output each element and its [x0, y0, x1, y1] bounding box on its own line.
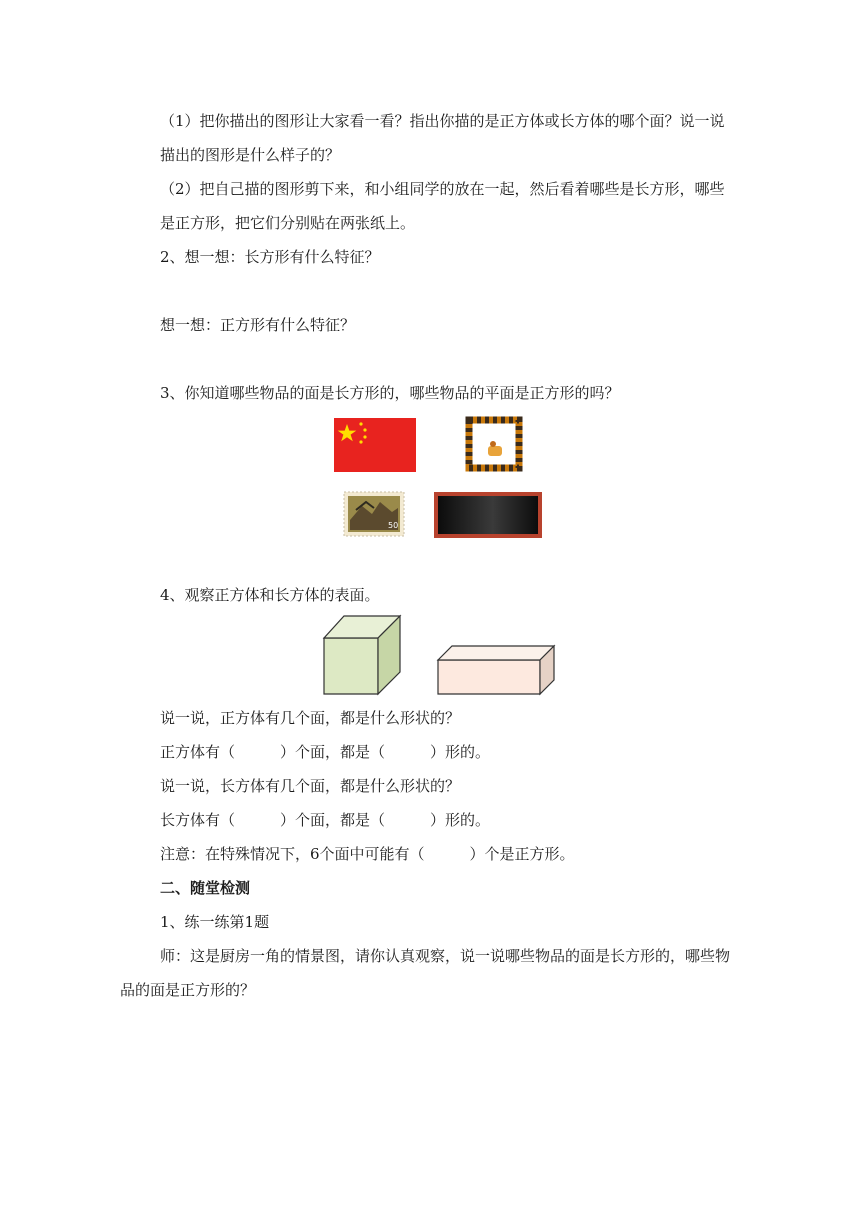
cube — [324, 616, 400, 694]
solids-figure-svg — [316, 612, 560, 700]
question-3: 3、你知道哪些物品的面是长方形的，哪些物品的平面是正方形的吗？ — [160, 384, 620, 402]
exercise-1: 1、练一练第1题 — [160, 913, 270, 931]
fill-cube-line: 正方体有（ ）个面，都是（ ）形的。 — [160, 743, 491, 761]
teacher-line-1: 师：这是厨房一角的情景图，请你认真观察，说一说哪些物品的面是长方形的，哪些物 — [160, 947, 731, 965]
objects-figure-svg — [322, 410, 554, 542]
solids-figure — [316, 612, 560, 700]
square-frame — [469, 420, 519, 468]
question-2b: 想一想：正方形有什么特征？ — [160, 316, 356, 334]
cuboid — [438, 646, 554, 694]
question-2: 2、想一想：长方形有什么特征？ — [160, 248, 380, 266]
postage-stamp — [344, 492, 404, 536]
say-cube-line: 说一说，正方体有几个面，都是什么形状的？ — [160, 709, 461, 727]
note-line: 注意：在特殊情况下，6个面中可能有（ ）个是正方形。 — [160, 845, 575, 863]
paragraph-1-line-2: 描出的图形是什么样子的？ — [160, 146, 341, 164]
teacher-line-2: 品的面是正方形的？ — [120, 981, 256, 999]
say-cuboid-line: 说一说，长方体有几个面，都是什么形状的？ — [160, 777, 461, 795]
objects-figure — [322, 410, 554, 542]
blackboard — [434, 492, 542, 538]
paragraph-2-line-1: （2）把自己描的图形剪下来，和小组同学的放在一起，然后看着哪些是长方形，哪些 — [160, 180, 725, 198]
question-4: 4、观察正方体和长方体的表面。 — [160, 586, 380, 604]
fill-cuboid-line: 长方体有（ ）个面，都是（ ）形的。 — [160, 811, 491, 829]
paragraph-2-line-2: 是正方形，把它们分别贴在两张纸上。 — [160, 214, 416, 232]
section-heading-2: 二、随堂检测 — [160, 879, 251, 897]
chinese-flag — [334, 418, 416, 472]
stamp-value: 50 — [388, 521, 399, 530]
paragraph-1-line-1: （1）把你描出的图形让大家看一看？指出你描的是正方体或长方体的哪个面？说一说 — [160, 112, 725, 130]
